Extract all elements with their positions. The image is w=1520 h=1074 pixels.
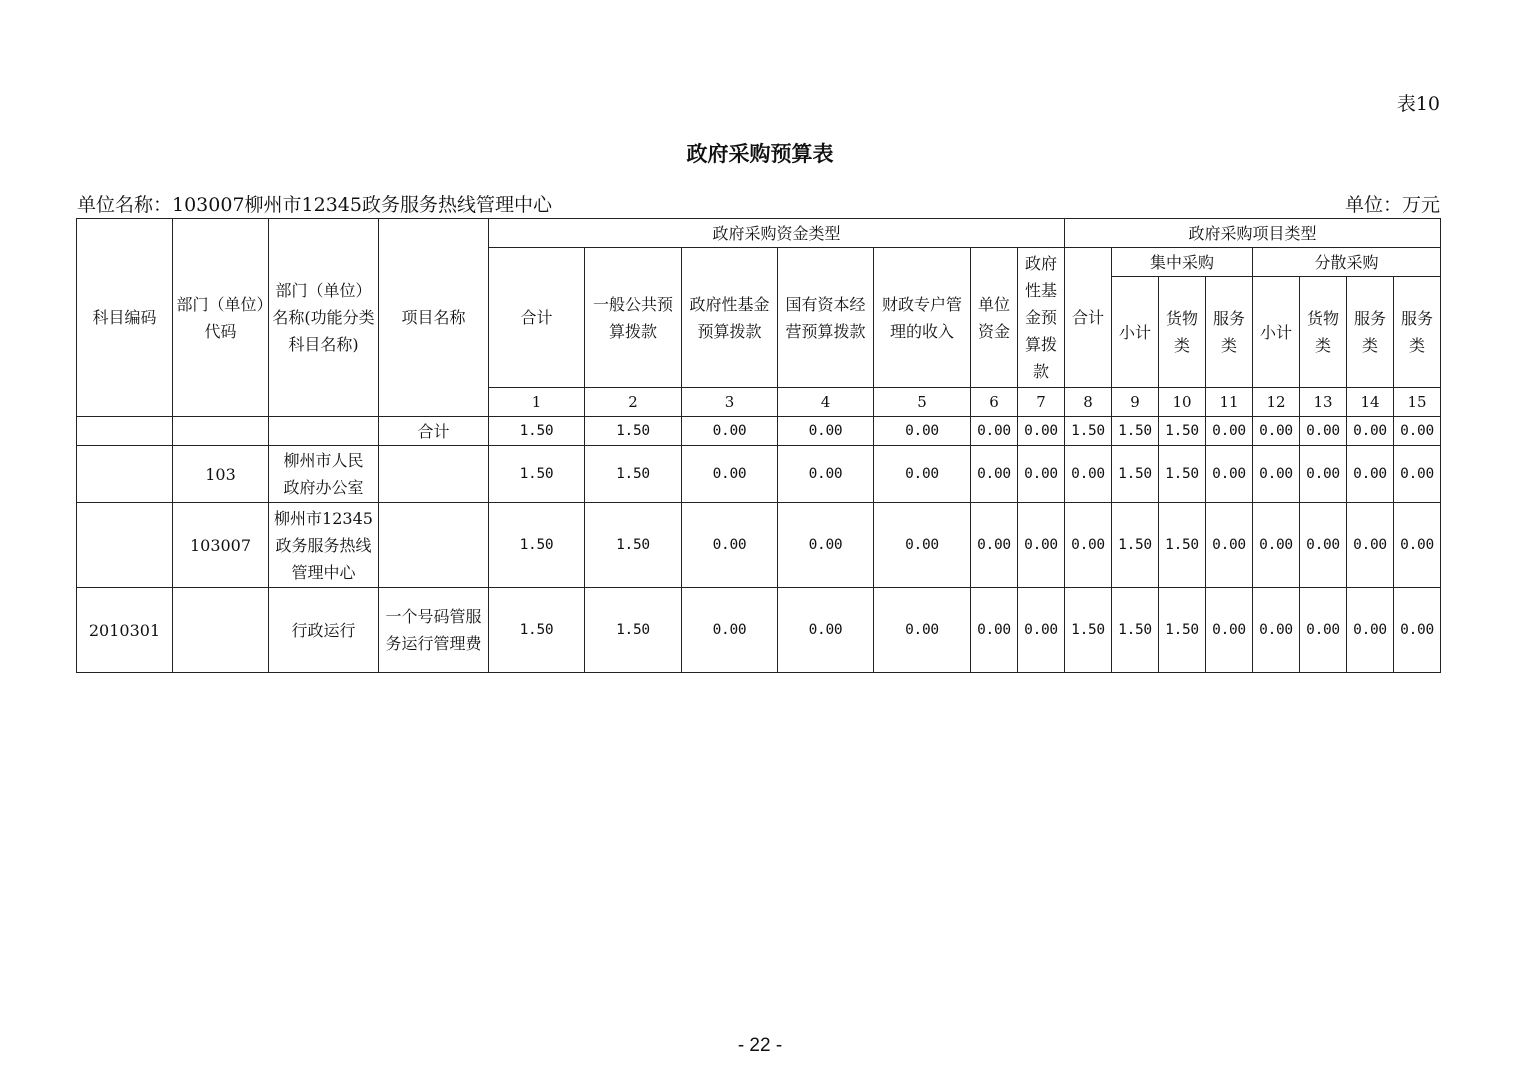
value-cell: 1.50	[489, 446, 585, 503]
value-cell: 1.50	[489, 417, 585, 446]
group-fund-type: 政府采购资金类型	[489, 219, 1065, 248]
value-cell: 0.00	[1018, 588, 1065, 673]
col-number: 12	[1253, 388, 1300, 417]
col-project-name: 项目名称	[379, 219, 489, 417]
project-name-cell: 合计	[379, 417, 489, 446]
col-gov-fund-budget: 政府性基金预算拨款	[1018, 248, 1065, 388]
value-cell: 1.50	[1159, 503, 1206, 588]
project-name-cell: 一个号码管服务运行管理费	[379, 588, 489, 673]
value-cell: 0.00	[1347, 503, 1394, 588]
value-cell: 0.00	[1018, 503, 1065, 588]
unit-info-row	[77, 190, 1440, 217]
col-dispersed-service-1: 服务类	[1347, 277, 1394, 388]
value-cell: 0.00	[1065, 503, 1112, 588]
value-cell: 0.00	[682, 503, 778, 588]
col-dispersed-service-2: 服务类	[1394, 277, 1441, 388]
col-state-capital: 国有资本经营预算拨款	[778, 248, 874, 388]
value-cell: 1.50	[585, 417, 682, 446]
value-cell: 0.00	[1347, 588, 1394, 673]
col-number: 13	[1300, 388, 1347, 417]
value-cell: 1.50	[1112, 503, 1159, 588]
value-cell: 1.50	[1112, 417, 1159, 446]
value-cell: 0.00	[874, 588, 971, 673]
col-number: 5	[874, 388, 971, 417]
subject-code-cell	[77, 446, 173, 503]
value-cell: 0.00	[778, 446, 874, 503]
col-number: 2	[585, 388, 682, 417]
col-special-account: 财政专户管理的收入	[874, 248, 971, 388]
value-cell: 0.00	[1253, 588, 1300, 673]
value-cell: 1.50	[1159, 588, 1206, 673]
col-general-budget: 一般公共预算拨款	[585, 248, 682, 388]
value-cell: 0.00	[778, 503, 874, 588]
value-cell: 0.00	[971, 503, 1018, 588]
value-cell: 1.50	[1159, 446, 1206, 503]
value-cell: 0.00	[874, 446, 971, 503]
col-number: 3	[682, 388, 778, 417]
col-dept-name: 部门（单位）名称(功能分类科目名称)	[269, 219, 379, 417]
col-number: 14	[1347, 388, 1394, 417]
col-central-service: 服务类	[1206, 277, 1253, 388]
value-cell: 0.00	[1394, 417, 1441, 446]
col-number: 15	[1394, 388, 1441, 417]
group-dispersed: 分散采购	[1253, 248, 1441, 277]
col-central-goods: 货物类	[1159, 277, 1206, 388]
value-cell: 0.00	[778, 417, 874, 446]
value-cell: 1.50	[1159, 417, 1206, 446]
project-name-cell	[379, 446, 489, 503]
table-number: 表10	[1396, 93, 1440, 115]
value-cell: 0.00	[1206, 417, 1253, 446]
value-cell: 0.00	[682, 446, 778, 503]
value-cell: 1.50	[585, 446, 682, 503]
value-cell: 0.00	[1347, 446, 1394, 503]
col-number: 1	[489, 388, 585, 417]
value-cell: 0.00	[1300, 446, 1347, 503]
dept-name-cell: 柳州市12345政务服务热线管理中心	[269, 503, 379, 588]
value-cell: 0.00	[1300, 503, 1347, 588]
dept-code-cell	[173, 588, 269, 673]
col-number: 6	[971, 388, 1018, 417]
subject-code-cell: 2010301	[77, 588, 173, 673]
value-cell: 0.00	[1394, 446, 1441, 503]
col-number: 7	[1018, 388, 1065, 417]
col-number: 4	[778, 388, 874, 417]
value-cell: 1.50	[489, 588, 585, 673]
value-cell: 1.50	[1112, 588, 1159, 673]
col-fund-total: 合计	[489, 248, 585, 388]
col-subject-code: 科目编码	[77, 219, 173, 417]
table-row	[77, 588, 1441, 673]
value-cell: 0.00	[682, 417, 778, 446]
value-cell: 0.00	[1394, 588, 1441, 673]
value-cell: 0.00	[1300, 417, 1347, 446]
col-number: 9	[1112, 388, 1159, 417]
value-cell: 0.00	[971, 446, 1018, 503]
dept-code-cell: 103	[173, 446, 269, 503]
group-central: 集中采购	[1112, 248, 1253, 277]
value-cell: 0.00	[682, 588, 778, 673]
value-cell: 0.00	[1206, 446, 1253, 503]
value-cell: 0.00	[1018, 446, 1065, 503]
col-project-total: 合计	[1065, 248, 1112, 388]
table-row	[77, 446, 1441, 503]
unit-name: 单位名称：103007柳州市12345政务服务热线管理中心	[77, 194, 552, 216]
dept-name-cell: 柳州市人民政府办公室	[269, 446, 379, 503]
col-dept-code: 部门（单位）代码	[173, 219, 269, 417]
page-number: - 22 -	[737, 1035, 783, 1056]
col-dispersed-subtotal: 小计	[1253, 277, 1300, 388]
group-project-type: 政府采购项目类型	[1065, 219, 1441, 248]
value-cell: 0.00	[1253, 503, 1300, 588]
value-cell: 0.00	[1206, 588, 1253, 673]
project-name-cell	[379, 503, 489, 588]
value-cell: 1.50	[585, 503, 682, 588]
col-number: 10	[1159, 388, 1206, 417]
value-cell: 1.50	[1112, 446, 1159, 503]
value-cell: 0.00	[971, 417, 1018, 446]
value-cell: 0.00	[778, 588, 874, 673]
procurement-budget-table	[76, 218, 1441, 673]
dept-name-cell	[269, 417, 379, 446]
col-gov-fund: 政府性基金预算拨款	[682, 248, 778, 388]
value-cell: 1.50	[585, 588, 682, 673]
dept-code-cell	[173, 417, 269, 446]
table-row	[77, 417, 1441, 446]
col-dispersed-goods: 货物类	[1300, 277, 1347, 388]
subject-code-cell	[77, 417, 173, 446]
value-cell: 0.00	[1206, 503, 1253, 588]
col-central-subtotal: 小计	[1112, 277, 1159, 388]
page-title: 政府采购预算表	[686, 141, 834, 166]
currency-unit: 单位：万元	[1344, 194, 1440, 216]
value-cell: 0.00	[1300, 588, 1347, 673]
subject-code-cell	[77, 503, 173, 588]
value-cell: 0.00	[874, 503, 971, 588]
value-cell: 0.00	[1394, 503, 1441, 588]
value-cell: 1.50	[1065, 588, 1112, 673]
col-number: 8	[1065, 388, 1112, 417]
value-cell: 0.00	[1018, 417, 1065, 446]
value-cell: 1.50	[1065, 417, 1112, 446]
col-unit-fund: 单位资金	[971, 248, 1018, 388]
col-number: 11	[1206, 388, 1253, 417]
value-cell: 0.00	[1253, 446, 1300, 503]
value-cell: 0.00	[874, 417, 971, 446]
value-cell: 0.00	[1347, 417, 1394, 446]
value-cell: 1.50	[489, 503, 585, 588]
value-cell: 0.00	[1253, 417, 1300, 446]
value-cell: 0.00	[1065, 446, 1112, 503]
dept-name-cell: 行政运行	[269, 588, 379, 673]
value-cell: 0.00	[971, 588, 1018, 673]
dept-code-cell: 103007	[173, 503, 269, 588]
table-row	[77, 503, 1441, 588]
